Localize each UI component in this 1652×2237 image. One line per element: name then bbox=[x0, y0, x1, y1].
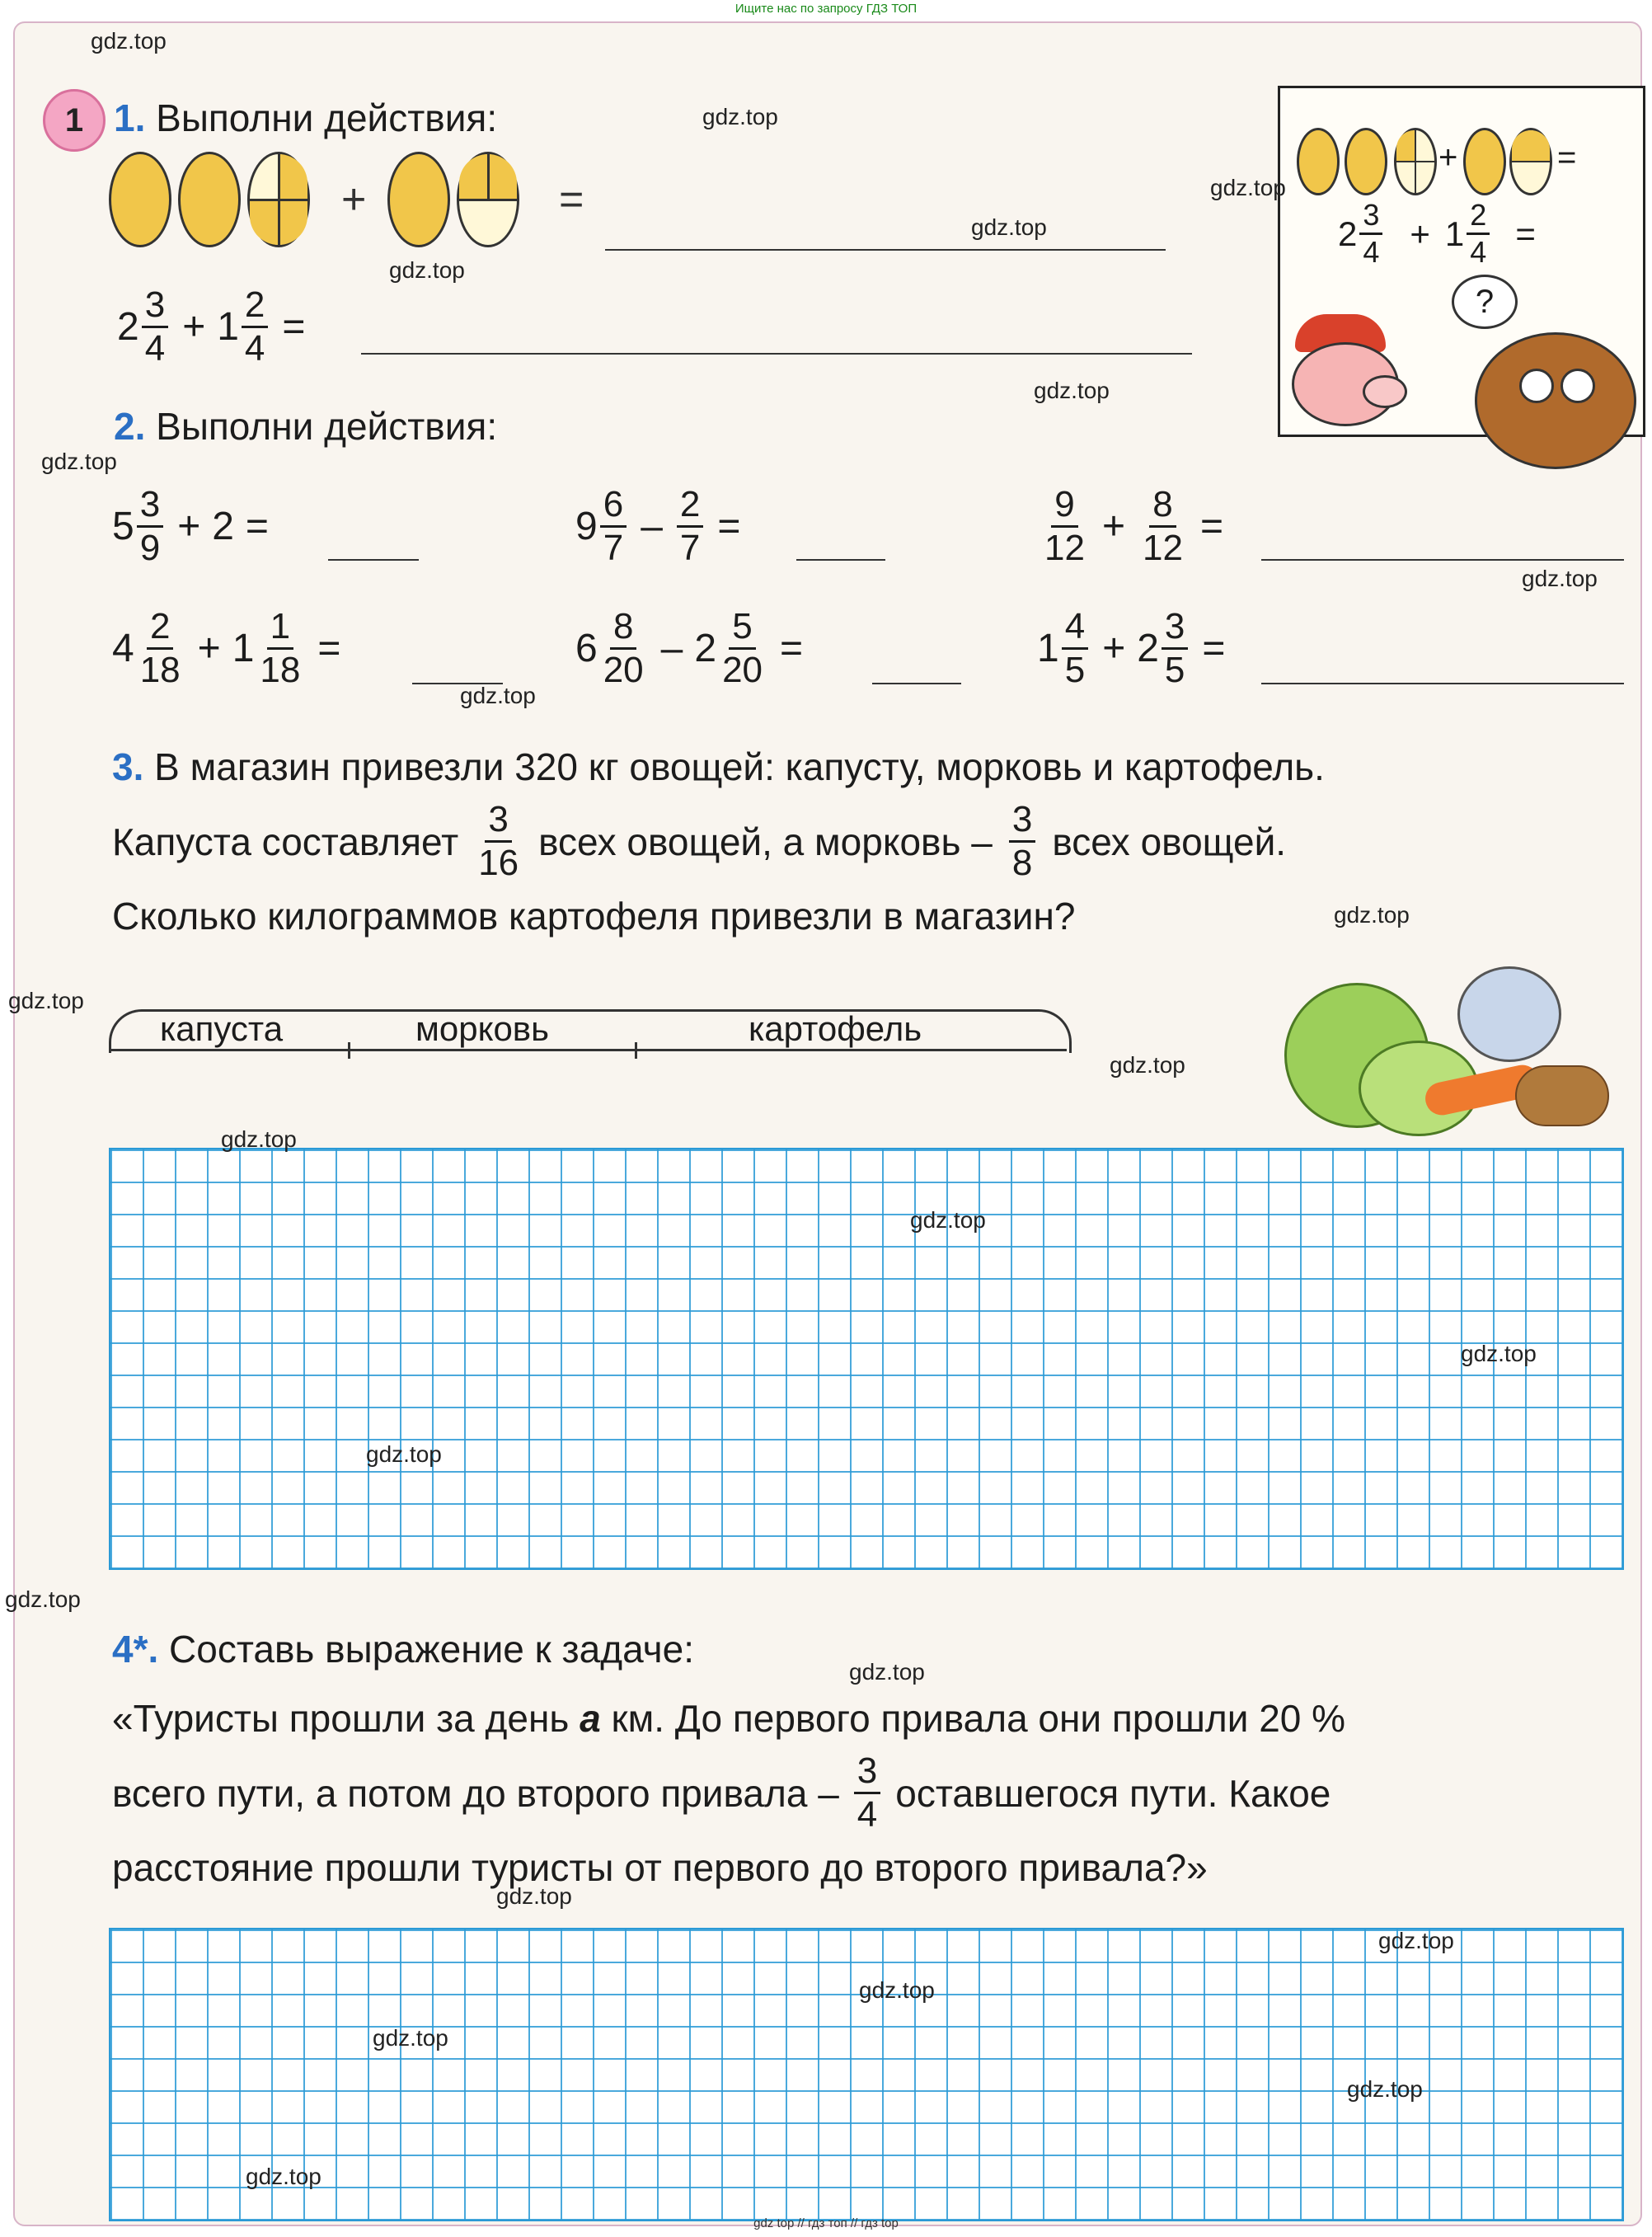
watermark: gdz.top bbox=[1378, 1928, 1454, 1953]
task2-expr-r2c2: 6 $\frac{8}{20}$ – 2 $\frac{5}{20}$ = bbox=[575, 606, 804, 690]
task1-title: Выполни действия: bbox=[156, 96, 498, 139]
watermark: gdz.top bbox=[91, 28, 167, 54]
inset-oval-1 bbox=[1297, 128, 1340, 195]
quartered-oval bbox=[247, 152, 310, 247]
watermark: gdz.top bbox=[8, 988, 84, 1013]
task3-answer-grid[interactable] bbox=[109, 1148, 1624, 1570]
piglet-illustration bbox=[1279, 309, 1410, 433]
task2-expr-r2c1: 4 $\frac{2}{18}$ + 1 $\frac{1}{18}$ = bbox=[112, 606, 341, 690]
watermark: gdz.top bbox=[389, 257, 465, 283]
answer-line-figures[interactable] bbox=[605, 249, 1166, 251]
answer-line-r1c1[interactable] bbox=[328, 559, 419, 561]
inset-oval-half bbox=[1509, 128, 1552, 195]
top-notice: Ищите нас по запросу ГДЗ ТОП bbox=[734, 2, 918, 16]
task4-number: 4*. bbox=[112, 1628, 159, 1671]
bar-label-cabbage: капуста bbox=[160, 1009, 284, 1048]
bar-label-potato: картофель bbox=[749, 1009, 922, 1048]
inset-oval-quartered bbox=[1394, 128, 1437, 195]
watermark: gdz.top bbox=[859, 1977, 935, 2003]
watermark: gdz.top bbox=[496, 1883, 572, 1909]
task1-number: 1. bbox=[114, 96, 146, 139]
task1-expression: 2 $\frac{3}{4}$ + 1 $\frac{2}{4}$ = bbox=[117, 284, 306, 369]
task4-question: расстояние прошли туристы от первого до второго привала?» bbox=[112, 1846, 1208, 1889]
task3-text: 3. В магазин привезли 320 кг овощей: капусту, морковь и картофель. Капуста составляет $\frac{3}{16}$ всех овощей, а морковь – $\frac{3}{8}$ всех овощей. Сколько килограммов картофеля привезли в магазин? bbox=[112, 732, 1629, 951]
watermark: gdz.top bbox=[460, 683, 536, 708]
watermark: gdz.top bbox=[1334, 902, 1410, 928]
watermark: gdz.top bbox=[702, 104, 778, 129]
watermark: gdz.top bbox=[971, 214, 1047, 240]
answer-line-r2c3[interactable] bbox=[1261, 683, 1624, 684]
task2-expr-r2c3: 1 $\frac{4}{5}$ + 2 $\frac{3}{5}$ = bbox=[1037, 606, 1226, 690]
task2-heading bbox=[114, 404, 497, 449]
answer-line-task1[interactable] bbox=[361, 353, 1192, 355]
task2-expr-r1c3: $\frac{9}{12}$ + $\frac{8}{12}$ = bbox=[1044, 484, 1223, 568]
inset-illustration bbox=[1278, 86, 1645, 437]
watermark: gdz.top bbox=[849, 1659, 925, 1685]
task1-heading bbox=[114, 96, 497, 140]
answer-line-r1c3[interactable] bbox=[1261, 559, 1624, 561]
task1-equals: = bbox=[559, 176, 584, 223]
bottom-notice: gdz top // гдз топ // гдз top bbox=[753, 2216, 899, 2230]
task4-variable: a bbox=[580, 1697, 601, 1740]
watermark: gdz.top bbox=[1461, 1341, 1537, 1366]
task3-number: 3. bbox=[112, 745, 144, 788]
bear-illustration bbox=[1445, 327, 1643, 435]
watermark: gdz.top bbox=[1110, 1052, 1185, 1078]
task4-fraction: $\frac{3}{4}$ bbox=[854, 1753, 880, 1833]
task3-carrot-fraction: $\frac{3}{8}$ bbox=[1009, 801, 1035, 881]
task4-answer-grid[interactable] bbox=[109, 1928, 1624, 2221]
inset-plus: + bbox=[1438, 139, 1458, 176]
inset-equals: = bbox=[1557, 139, 1577, 176]
task2-number: 2. bbox=[114, 405, 146, 448]
task2-title: Выполни действия: bbox=[156, 405, 498, 448]
watermark: gdz.top bbox=[373, 2025, 448, 2051]
half-oval bbox=[457, 152, 519, 247]
watermark: gdz.top bbox=[41, 449, 117, 474]
watermark: gdz.top bbox=[246, 2164, 321, 2189]
answer-line-r1c2[interactable] bbox=[796, 559, 885, 561]
watermark: gdz.top bbox=[5, 1586, 81, 1612]
whole-oval-2 bbox=[178, 152, 241, 247]
task4-text: 4*. Составь выражение к задаче: «Туристы прошли за день a км. До первого привала они прошли 20 % всего пути, а потом до второго привала – $\frac{3}{4}$ оставшегося пути. Какое расстояние прошли туристы от первого до второго привала?» bbox=[112, 1614, 1629, 1902]
bar-label-carrot: морковь bbox=[415, 1009, 549, 1048]
task3-question: Сколько килограммов картофеля привезли в магазин? bbox=[112, 895, 1076, 938]
task2-expr-r1c2: 9 $\frac{6}{7}$ – $\frac{2}{7}$ = bbox=[575, 484, 741, 568]
inset-oval-2 bbox=[1345, 128, 1387, 195]
whole-oval-1 bbox=[109, 152, 171, 247]
watermark: gdz.top bbox=[1522, 566, 1598, 591]
watermark: gdz.top bbox=[910, 1207, 986, 1233]
task4-title: Составь выражение к задаче: bbox=[169, 1628, 694, 1671]
lesson-number-badge: 1 bbox=[43, 89, 106, 152]
watermark: gdz.top bbox=[1347, 2076, 1423, 2102]
answer-line-r2c2[interactable] bbox=[872, 683, 961, 684]
task1-plus: + bbox=[341, 176, 367, 223]
watermark: gdz.top bbox=[1034, 378, 1110, 403]
watermark: gdz.top bbox=[221, 1126, 297, 1152]
inset-expression: 2 $\frac{3}{4}$ + 1 $\frac{2}{4}$ = bbox=[1338, 198, 1536, 269]
workbook-page bbox=[5, 21, 1642, 2226]
task3-line1: В магазин привезли 320 кг овощей: капусту, морковь и картофель. bbox=[154, 745, 1325, 788]
watermark: gdz.top bbox=[366, 1441, 442, 1467]
thought-bubble: ? bbox=[1452, 275, 1518, 329]
vegetables-rabbit-illustration bbox=[1268, 950, 1614, 1140]
watermark: gdz.top bbox=[1210, 175, 1286, 200]
inset-oval-3 bbox=[1463, 128, 1506, 195]
task2-expr-r1c1: 5 $\frac{3}{9}$ + 2 = bbox=[112, 484, 269, 568]
whole-oval-3 bbox=[387, 152, 450, 247]
task3-cabbage-fraction: $\frac{3}{16}$ bbox=[478, 799, 519, 883]
